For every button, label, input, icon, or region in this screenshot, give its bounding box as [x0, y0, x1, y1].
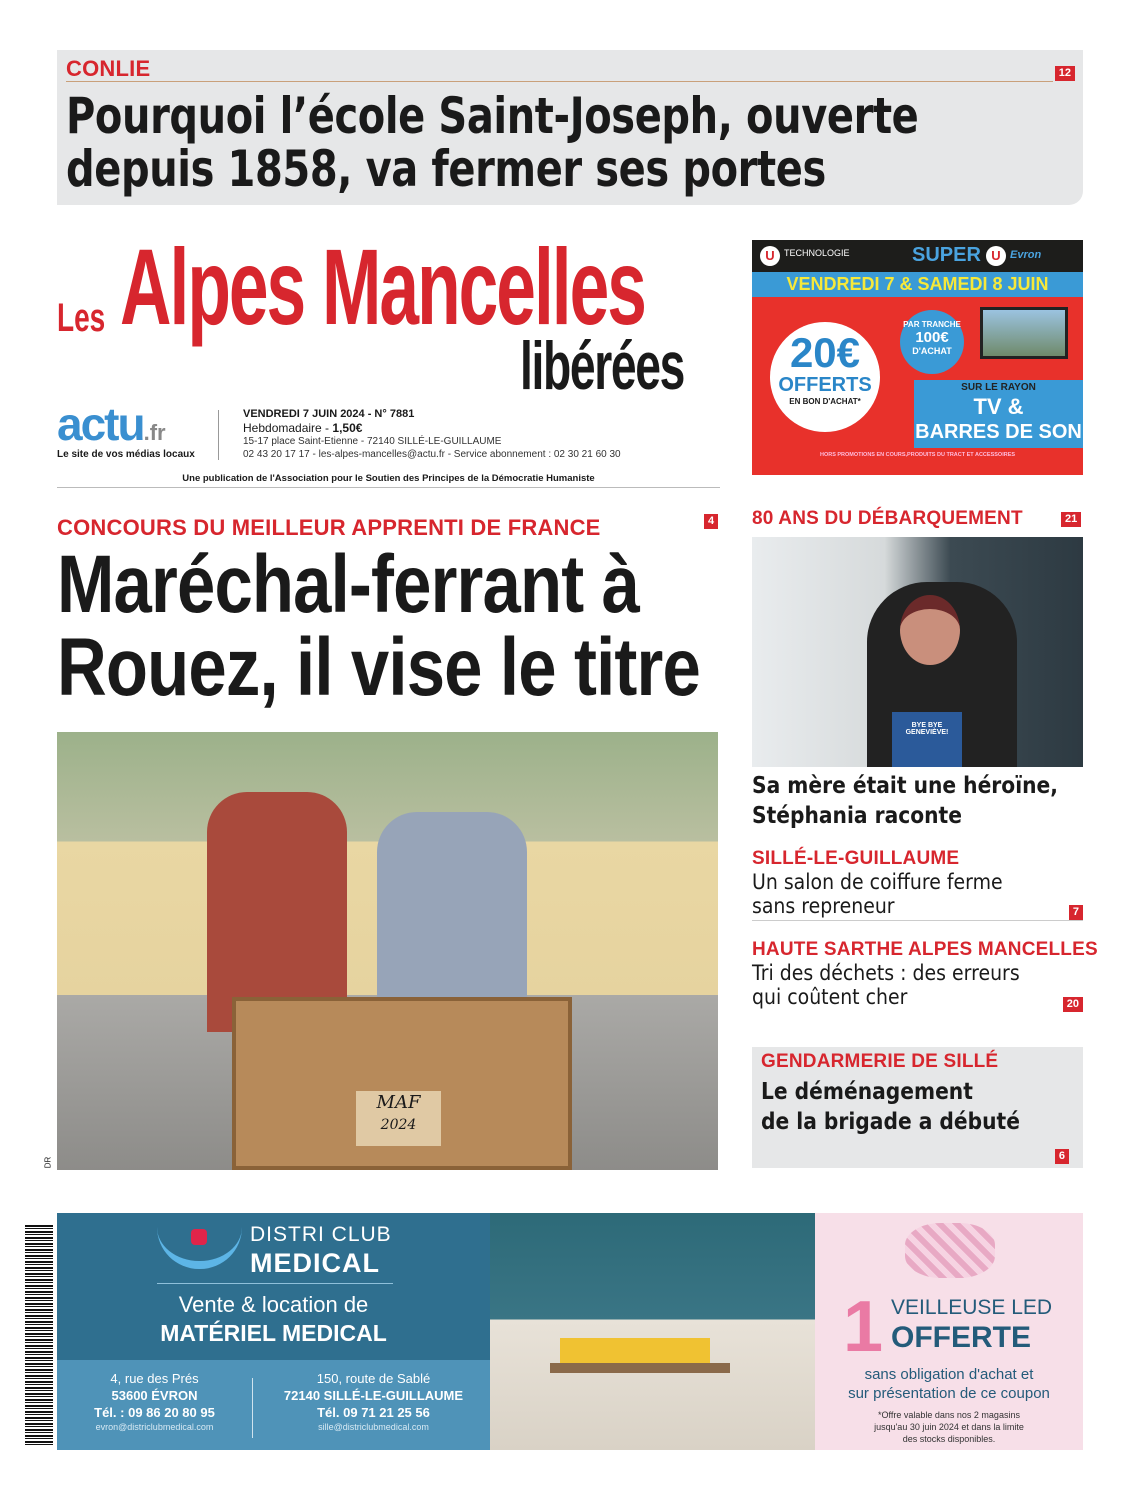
ad-rayon: [914, 380, 1083, 448]
ad-offer-circle: [770, 322, 880, 432]
ad-dates: VENDREDI 7 & SAMEDI 8 JUIN: [752, 272, 1083, 297]
ad-tranche: D'ACHAT: [912, 346, 952, 356]
coupon-line: VEILLEUSE LED: [891, 1296, 1053, 1319]
masthead-les: Les: [57, 296, 106, 340]
ad-product: TV &: [973, 394, 1024, 419]
store-email: sille@districlubmedical.com: [318, 1422, 429, 1432]
headline-line: Rouez, il vise le titre: [57, 622, 700, 713]
headline-line: Maréchal-ferrant à: [57, 539, 640, 630]
sign-text: 2024: [380, 1117, 417, 1133]
issue-contact: 02 43 20 17 17 - les-alpes-mancelles@actu.fr - Service abonnement : 02 30 21 60 30: [243, 449, 621, 460]
store-city: 72140 SILLÉ-LE-GUILLAUME: [283, 1388, 464, 1403]
store-street: 4, rue des Prés: [110, 1371, 199, 1386]
medical-service: Vente & location de: [178, 1292, 369, 1317]
medical-bed-photo: [490, 1213, 815, 1450]
issue-info: [243, 408, 621, 461]
coupon-condition: sur présentation de ce coupon: [848, 1385, 1050, 1402]
ad-footer: HORS PROMOTIONS EN COURS,PRODUITS DU TRACT ET ACCESSOIRES: [819, 452, 1016, 458]
divider: [66, 81, 1053, 82]
page-badge: 12: [1055, 66, 1075, 81]
medical-logo-dot: [191, 1229, 207, 1245]
store-phone: Tél. : 09 86 20 80 95: [94, 1405, 215, 1420]
medical-ad[interactable]: [57, 1213, 1083, 1450]
barcode: [25, 1225, 53, 1445]
gendarmerie-kicker: GENDARMERIE DE SILLÉ: [761, 1051, 999, 1072]
medical-brand: DISTRI CLUB: [250, 1223, 392, 1246]
store-evron: [57, 1370, 252, 1433]
sign-text: MAF: [376, 1092, 421, 1113]
issue-frequency: Hebdomadaire -: [243, 421, 333, 435]
gendarmerie-headline: [761, 1077, 1020, 1137]
tv-image: [980, 307, 1068, 359]
ad-town: Evron: [1010, 249, 1042, 261]
person-left: [207, 792, 347, 1032]
headline-line: de la brigade a débuté: [761, 1109, 1020, 1135]
top-story-banner[interactable]: [57, 50, 1083, 205]
store-city: 53600 ÉVRON: [111, 1388, 198, 1403]
note-line: *Offre valable dans nos 2 magasins: [878, 1410, 1020, 1420]
ad-rayon-label: SUR LE RAYON: [961, 382, 1036, 393]
medical-brand: MEDICAL: [250, 1248, 380, 1278]
store-phone: Tél. 09 71 21 25 56: [317, 1405, 430, 1420]
horseshoe-board: [232, 997, 572, 1170]
ad-tranche-circle: [900, 310, 964, 374]
top-story-headline: [66, 87, 919, 198]
masthead-subtitle: libérées: [520, 328, 684, 404]
superu-ad[interactable]: [752, 240, 1083, 475]
ad-amount: 20€: [789, 329, 861, 376]
note-line: jusqu'au 30 juin 2024 et dans la limite: [874, 1422, 1024, 1432]
coupon-condition: sans obligation d'achat et: [864, 1366, 1034, 1383]
store-email: evron@districlubmedical.com: [95, 1422, 214, 1432]
page-badge: 21: [1061, 512, 1081, 527]
brief-line: Tri des déchets : des erreurs: [752, 961, 1020, 985]
book: BYE BYE GENEVIÈVE!: [892, 712, 962, 767]
brief-line: qui coûtent cher: [752, 985, 908, 1009]
medical-ad-header: [57, 1213, 490, 1360]
medical-service: MATÉRIEL MEDICAL: [160, 1320, 387, 1346]
brief-line: sans repreneur: [752, 894, 895, 918]
brief-line: Un salon de coiffure ferme: [752, 870, 1003, 894]
actu-logo-tld: .fr: [143, 420, 166, 445]
ad-product: BARRES DE SON: [915, 421, 1082, 443]
store-sille: [257, 1370, 490, 1433]
ad-brand-u: U: [986, 246, 1006, 266]
brief-item[interactable]: [752, 939, 1098, 1012]
note-line: des stocks disponibles.: [902, 1434, 996, 1444]
caption-line: Stéphania raconte: [752, 803, 962, 829]
bed: [560, 1338, 710, 1366]
issue-date: VENDREDI 7 JUIN 2024 - N° 7881: [243, 408, 415, 420]
face: [900, 595, 960, 665]
masthead-title: Alpes Mancelles: [120, 226, 645, 347]
ad-tranche: PAR TRANCHE: [903, 320, 961, 329]
ad-tranche: 100€: [915, 329, 949, 346]
store-street: 150, route de Sablé: [316, 1371, 431, 1386]
gendarmerie-box[interactable]: [752, 1047, 1083, 1168]
main-story-photo: [57, 732, 718, 1170]
maf-sign: [356, 1091, 441, 1146]
issue-address: 15-17 place Saint-Etienne - 72140 SILLÉ-LE-GUILLAUME: [243, 436, 502, 447]
bow-icon: [905, 1223, 995, 1278]
brief-kicker: HAUTE SARTHE ALPES MANCELLES: [752, 939, 1098, 960]
actu-logo-text: actu: [57, 398, 144, 450]
u-logo-icon: U: [760, 246, 780, 266]
dday-kicker: 80 ANS DU DÉBARQUEMENT: [752, 508, 1023, 529]
coupon-conditions: [815, 1365, 1083, 1403]
brief-item[interactable]: [752, 848, 1083, 921]
caption-line: Sa mère était une héroïne,: [752, 773, 1058, 799]
page-badge: 20: [1063, 997, 1083, 1012]
dday-caption[interactable]: [752, 771, 1058, 831]
divider: [218, 410, 219, 460]
divider: [157, 1283, 393, 1284]
divider: [252, 1378, 253, 1438]
actu-tagline: Le site de vos médias locaux: [57, 449, 195, 460]
ad-voucher: EN BON D'ACHAT*: [789, 397, 861, 406]
headline-line: depuis 1858, va fermer ses portes: [66, 140, 826, 198]
brief-text: [752, 870, 1050, 918]
ad-brand-tech: TECHNOLOGIE: [784, 248, 850, 258]
dday-photo: [752, 537, 1083, 767]
photo-credit: DR: [43, 1156, 53, 1169]
headline-line: Pourquoi l’école Saint-Joseph, ouverte: [66, 87, 919, 145]
coupon[interactable]: [815, 1213, 1083, 1450]
page-badge: 6: [1055, 1149, 1069, 1164]
brief-text: [752, 961, 1050, 1009]
page-badge: 4: [704, 514, 718, 529]
coupon-note: [815, 1409, 1083, 1445]
ad-offered: OFFERTS: [778, 374, 872, 396]
issue-price: 1,50€: [332, 421, 363, 435]
coupon-line: OFFERTE: [891, 1321, 1031, 1354]
headline-line: Le déménagement: [761, 1079, 973, 1105]
page-badge: 7: [1069, 905, 1083, 920]
main-story-headline[interactable]: [57, 539, 700, 713]
brief-kicker: SILLÉ-LE-GUILLAUME: [752, 848, 960, 869]
ad-brand: SUPER: [912, 244, 981, 266]
main-story-kicker: CONCOURS DU MEILLEUR APPRENTI DE FRANCE: [57, 515, 601, 540]
coupon-number: 1: [843, 1287, 884, 1367]
medical-stores: [57, 1360, 490, 1450]
top-story-kicker: CONLIE: [66, 56, 151, 81]
bed-frame: [550, 1363, 730, 1373]
publisher-line: Une publication de l'Association pour le Soutien des Principes de la Démocratie Humaniste: [182, 473, 595, 484]
divider: [57, 487, 720, 488]
